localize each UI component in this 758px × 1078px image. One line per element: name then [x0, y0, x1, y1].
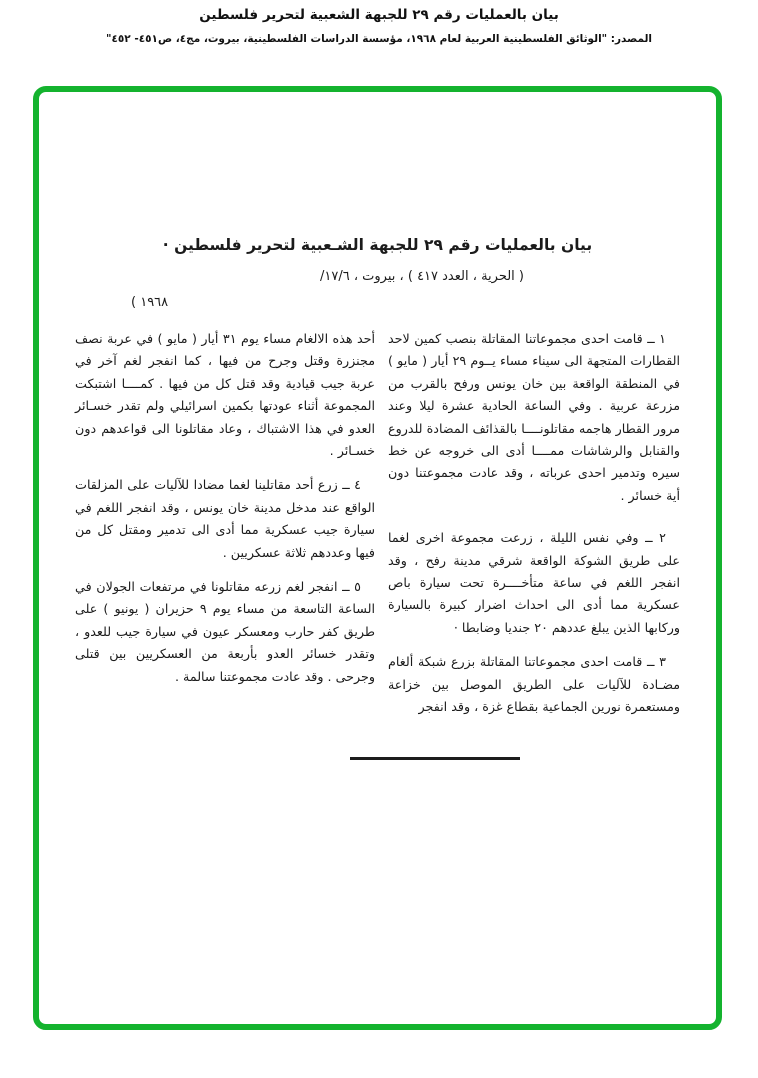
column-left: [75, 328, 375, 688]
operation-paragraph-5: ٥ ــ انفجر لغم زرعه مقاتلونا في مرتفعات الجولان في الساعة التاسعة من مساء يوم ٩ حزيران ( يونيو ) على طريق كفر حارب ومعسكر عيون في سيارة جيب للعدو ، وتقدر خسائر العدو بأربعة من العسكريين بين قتلى وجرحى . وقد عادت مجموعتنا سالمة .: [75, 579, 375, 684]
citation-line-1: ( الحرية ، العدد ٤١٧ ) ، بيروت ، ١٧/٦/: [319, 269, 524, 284]
scanned-document: [39, 92, 716, 1024]
source-citation: المصدر: "الوثائق الفلسطينية العربية لعام ١٩٦٨، مؤسسة الدراسات الفلسطينية، بيروت، مج٤، ص٤٥١- ٤٥٢": [105, 33, 653, 45]
footnote-divider: [350, 757, 520, 760]
column-right: [388, 328, 680, 719]
operation-paragraph-2: ٢ ــ وفي نفس الليلة ، زرعت مجموعة اخرى لغما على طريق الشوكة الواقعة شرقي مدينة رفح ، وقد انفجر اللغم في ساعة متأخــــرة تحت سيارة باص عسكرية مما أدى الى احداث اضرار كبيرة بالسيارة وركابها الذين يبلغ عددهم ٢٠ جنديا وضابطا ·: [388, 530, 680, 635]
citation-line-2: ١٩٦٨ ): [131, 295, 169, 310]
statement-title: بيان بالعمليات رقم ٢٩ للجبهة الشـعبية لتحرير فلسطين ·: [162, 236, 593, 254]
operation-paragraph-3-continued: أحد هذه الالغام مساء يوم ٣١ أيار ( مايو ) في عربة نصف مجنزرة وقتل وجرح من فيها ، كما انفجر لغم آخر في عربة جيب قيادية وقد قتل كل من فيها . كمــــا اشتبكت المجموعة أثناء عودتها بكمين اسرائيلي ولم تقدر خسـائر العدو في هذا الاشتباك ، وعاد مقاتلونا الى قواعدهم دون خسـائر .: [75, 331, 376, 459]
scan-frame: [33, 86, 722, 1030]
page-title: بيان بالعمليات رقم ٢٩ للجبهة الشعبية لتحرير فلسطين: [199, 7, 559, 23]
operation-paragraph-3: ٣ ــ قامت احدى مجموعاتنا المقاتلة بزرع شبكة ألغام مضـادة للآليات على الطريق الموصل بين خزاعة ومستعمرة نورين الجماعية بقطاع غزة ، وقد انفجر: [388, 654, 680, 715]
operation-paragraph-4: ٤ ــ زرع أحد مقاتلينا لغما مضادا للآليات على المزلقات الواقع عند مدخل مدينة خان يونس ، وقد انفجر اللغم في سيارة جيب عسكرية مما أدى الى تدمير ومقتل كل من فيها وعددهم ثلاثة عسكريين .: [75, 477, 375, 560]
page-header: [0, 7, 758, 45]
operation-paragraph-1: ١ ــ قامت احدى مجموعاتنا المقاتلة بنصب كمين لاحد القطارات المتجهة الى سيناء مساء يــوم ٢٩ أيار ( مايو ) في المنطقة الواقعة بين خان يونس ورفح بالقرب من مزرعة عربية . وفي الساعة الحادية عشرة ليلا وعند مرور القطار هاجمه مقاتلونــــا بالقذائف المضادة للدروع والقنابل والرشاشات ممــــا أدى الى خروجه عن خط سيره وتدمير احدى عرباته ، وقد عادت مجموعتنا دون أية خسائر .: [388, 331, 681, 503]
publication-citation: [112, 264, 524, 316]
